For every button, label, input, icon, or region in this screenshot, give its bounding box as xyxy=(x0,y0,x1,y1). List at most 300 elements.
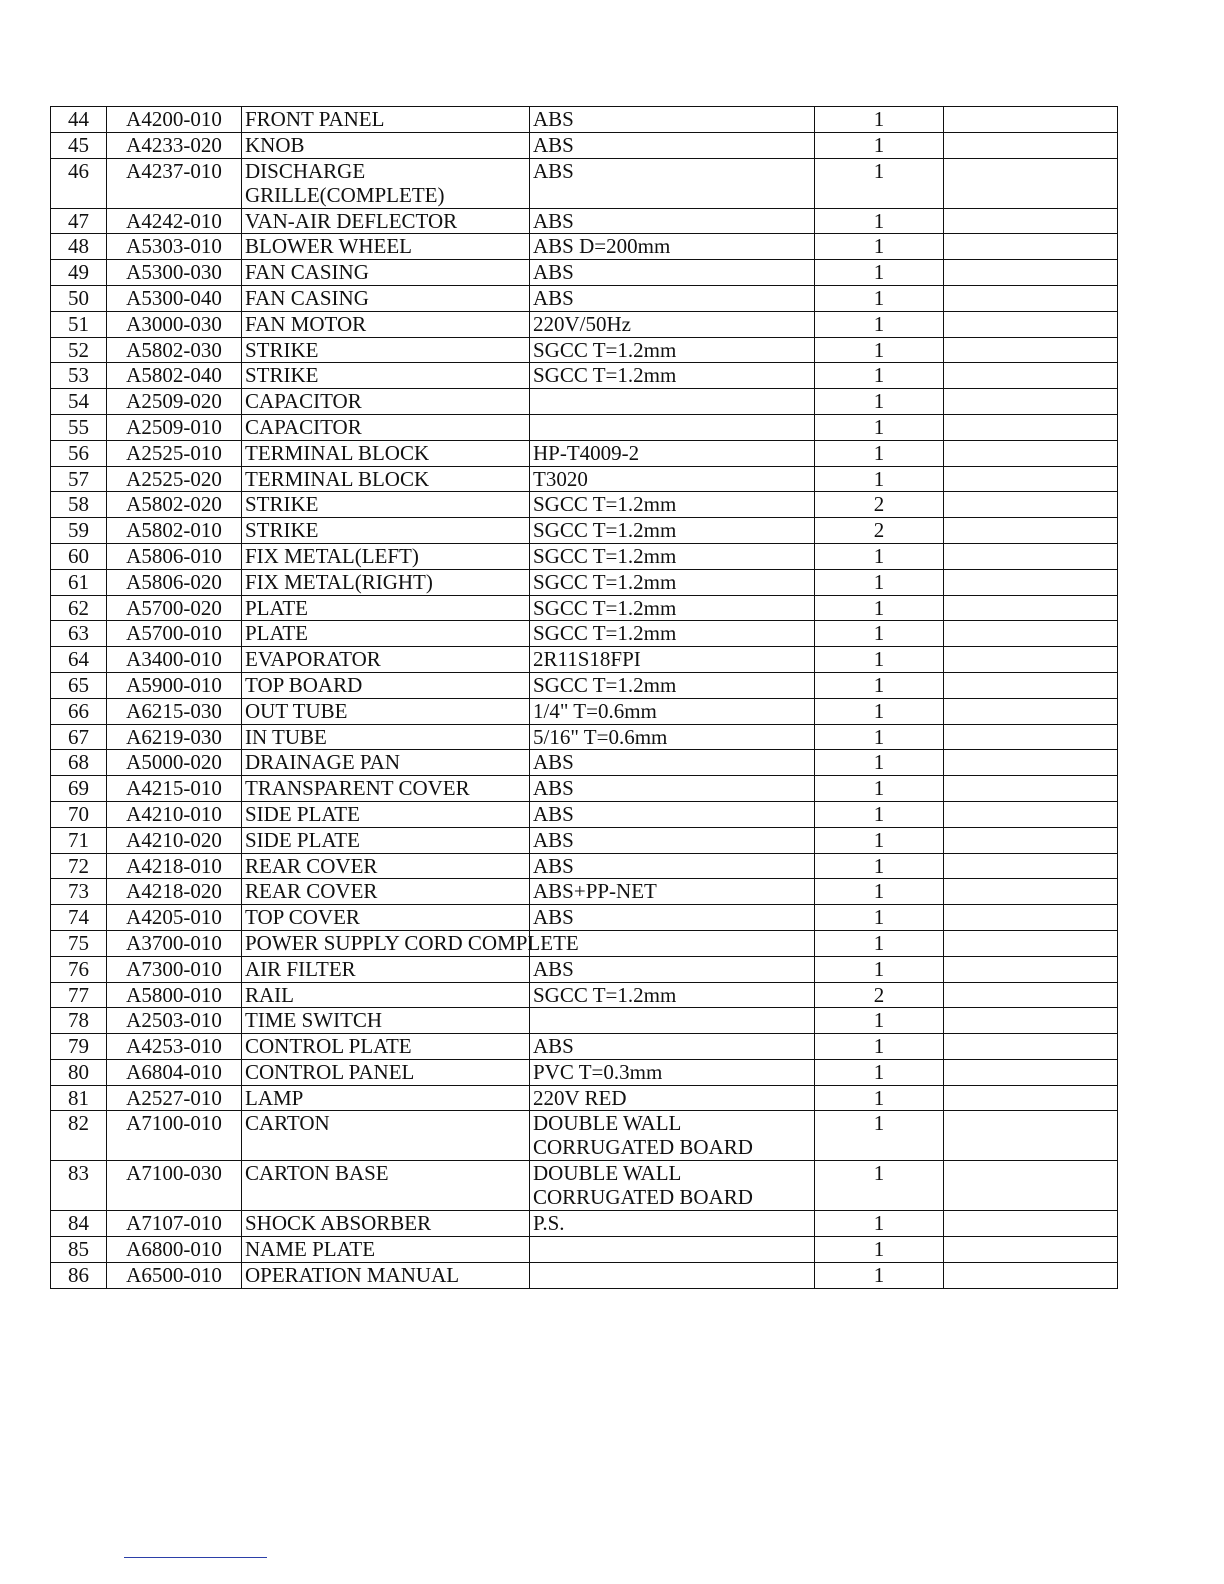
cell-item-number: 70 xyxy=(51,801,107,827)
table-row xyxy=(51,492,1118,518)
cell-part-code: A3400-010 xyxy=(107,647,242,673)
cell-part-name: CAPACITOR xyxy=(242,414,530,440)
cell-quantity: 1 xyxy=(815,311,944,337)
cell-remark xyxy=(944,440,1118,466)
cell-part-code: A4218-010 xyxy=(107,853,242,879)
cell-item-number: 74 xyxy=(51,905,107,931)
cell-remark xyxy=(944,698,1118,724)
cell-quantity: 1 xyxy=(815,801,944,827)
table-row xyxy=(51,1237,1118,1263)
cell-part-name: STRIKE xyxy=(242,518,530,544)
cell-item-number: 45 xyxy=(51,132,107,158)
cell-quantity: 1 xyxy=(815,1161,944,1211)
cell-item-number: 59 xyxy=(51,518,107,544)
cell-part-name: EVAPORATOR xyxy=(242,647,530,673)
cell-item-number: 84 xyxy=(51,1211,107,1237)
cell-material: 1/4" T=0.6mm xyxy=(530,698,815,724)
table-row xyxy=(51,827,1118,853)
cell-item-number: 82 xyxy=(51,1111,107,1161)
cell-part-name: FIX METAL(LEFT) xyxy=(242,543,530,569)
cell-quantity: 1 xyxy=(815,595,944,621)
table-row xyxy=(51,698,1118,724)
cell-part-name: CAPACITOR xyxy=(242,389,530,415)
cell-part-name: IN TUBE xyxy=(242,724,530,750)
cell-material: ABS xyxy=(530,956,815,982)
cell-part-code: A4233-020 xyxy=(107,132,242,158)
table-row xyxy=(51,543,1118,569)
cell-quantity: 1 xyxy=(815,724,944,750)
cell-part-code: A2525-010 xyxy=(107,440,242,466)
table-row xyxy=(51,1161,1118,1211)
cell-part-code: A6804-010 xyxy=(107,1059,242,1085)
cell-remark xyxy=(944,518,1118,544)
table-row xyxy=(51,853,1118,879)
cell-part-code: A5806-020 xyxy=(107,569,242,595)
cell-part-name: STRIKE xyxy=(242,337,530,363)
cell-quantity: 1 xyxy=(815,569,944,595)
table-row xyxy=(51,337,1118,363)
cell-quantity: 1 xyxy=(815,1008,944,1034)
cell-remark xyxy=(944,827,1118,853)
cell-part-name: CARTON xyxy=(242,1111,530,1161)
cell-quantity: 1 xyxy=(815,132,944,158)
cell-material: ABS xyxy=(530,158,815,208)
cell-quantity: 1 xyxy=(815,337,944,363)
cell-material: SGCC T=1.2mm xyxy=(530,569,815,595)
cell-part-name: REAR COVER xyxy=(242,879,530,905)
cell-material: SGCC T=1.2mm xyxy=(530,337,815,363)
table-row xyxy=(51,750,1118,776)
table-row xyxy=(51,647,1118,673)
cell-item-number: 85 xyxy=(51,1237,107,1263)
cell-remark xyxy=(944,234,1118,260)
table-row xyxy=(51,776,1118,802)
cell-quantity: 1 xyxy=(815,363,944,389)
cell-quantity: 1 xyxy=(815,905,944,931)
cell-part-name: SHOCK ABSORBER xyxy=(242,1211,530,1237)
cell-part-code: A5800-010 xyxy=(107,982,242,1008)
cell-part-name: OPERATION MANUAL xyxy=(242,1263,530,1289)
table-row xyxy=(51,285,1118,311)
cell-part-name: TOP COVER xyxy=(242,905,530,931)
cell-quantity: 1 xyxy=(815,466,944,492)
cell-part-code: A7100-010 xyxy=(107,1111,242,1161)
table-row xyxy=(51,1059,1118,1085)
cell-material: ABS xyxy=(530,853,815,879)
cell-item-number: 68 xyxy=(51,750,107,776)
cell-item-number: 52 xyxy=(51,337,107,363)
cell-part-name: PLATE xyxy=(242,621,530,647)
cell-material: SGCC T=1.2mm xyxy=(530,543,815,569)
cell-item-number: 69 xyxy=(51,776,107,802)
cell-material xyxy=(530,1237,815,1263)
cell-item-number: 44 xyxy=(51,107,107,133)
cell-material: SGCC T=1.2mm xyxy=(530,621,815,647)
cell-quantity: 1 xyxy=(815,440,944,466)
cell-material: ABS xyxy=(530,801,815,827)
cell-material: ABS xyxy=(530,260,815,286)
cell-part-code: A2525-020 xyxy=(107,466,242,492)
cell-part-code: A5802-010 xyxy=(107,518,242,544)
cell-item-number: 86 xyxy=(51,1263,107,1289)
cell-part-code: A3000-030 xyxy=(107,311,242,337)
cell-quantity: 1 xyxy=(815,208,944,234)
cell-remark xyxy=(944,492,1118,518)
cell-item-number: 60 xyxy=(51,543,107,569)
cell-part-name: FRONT PANEL xyxy=(242,107,530,133)
cell-material: ABS xyxy=(530,107,815,133)
cell-item-number: 46 xyxy=(51,158,107,208)
table-row xyxy=(51,414,1118,440)
cell-remark xyxy=(944,930,1118,956)
cell-part-code: A5806-010 xyxy=(107,543,242,569)
parts-list-table xyxy=(50,106,1118,1289)
cell-material: ABS xyxy=(530,1034,815,1060)
parts-table-body xyxy=(51,107,1118,1289)
table-row xyxy=(51,569,1118,595)
cell-material xyxy=(530,389,815,415)
cell-remark xyxy=(944,1237,1118,1263)
cell-part-name: DRAINAGE PAN xyxy=(242,750,530,776)
cell-quantity: 1 xyxy=(815,1237,944,1263)
cell-quantity: 1 xyxy=(815,1263,944,1289)
cell-part-name: TERMINAL BLOCK xyxy=(242,466,530,492)
cell-item-number: 64 xyxy=(51,647,107,673)
table-row xyxy=(51,311,1118,337)
table-row xyxy=(51,440,1118,466)
cell-material: ABS+PP-NET xyxy=(530,879,815,905)
table-row xyxy=(51,905,1118,931)
cell-material: 5/16" T=0.6mm xyxy=(530,724,815,750)
cell-part-code: A5000-020 xyxy=(107,750,242,776)
cell-part-name: FAN CASING xyxy=(242,260,530,286)
cell-part-code: A6800-010 xyxy=(107,1237,242,1263)
cell-quantity: 2 xyxy=(815,492,944,518)
cell-part-name: NAME PLATE xyxy=(242,1237,530,1263)
cell-material: ABS xyxy=(530,905,815,931)
cell-remark xyxy=(944,414,1118,440)
cell-remark xyxy=(944,956,1118,982)
table-row xyxy=(51,879,1118,905)
cell-remark xyxy=(944,853,1118,879)
cell-item-number: 67 xyxy=(51,724,107,750)
cell-part-name: STRIKE xyxy=(242,363,530,389)
cell-part-name: VAN-AIR DEFLECTOR xyxy=(242,208,530,234)
table-row xyxy=(51,1085,1118,1111)
cell-part-code: A2509-020 xyxy=(107,389,242,415)
cell-material: 220V/50Hz xyxy=(530,311,815,337)
cell-part-code: A4205-010 xyxy=(107,905,242,931)
cell-part-name: TERMINAL BLOCK xyxy=(242,440,530,466)
cell-quantity: 1 xyxy=(815,672,944,698)
cell-remark xyxy=(944,389,1118,415)
cell-material: SGCC T=1.2mm xyxy=(530,492,815,518)
cell-material: ABS xyxy=(530,827,815,853)
cell-remark xyxy=(944,543,1118,569)
cell-part-name: CONTROL PANEL xyxy=(242,1059,530,1085)
cell-quantity: 1 xyxy=(815,414,944,440)
cell-part-name: FAN MOTOR xyxy=(242,311,530,337)
cell-item-number: 58 xyxy=(51,492,107,518)
cell-part-name: PLATE xyxy=(242,595,530,621)
cell-material: DOUBLE WALL CORRUGATED BOARD xyxy=(530,1161,815,1211)
cell-remark xyxy=(944,1263,1118,1289)
cell-part-code: A6215-030 xyxy=(107,698,242,724)
cell-item-number: 62 xyxy=(51,595,107,621)
cell-part-code: A2503-010 xyxy=(107,1008,242,1034)
cell-remark xyxy=(944,158,1118,208)
cell-material: ABS xyxy=(530,750,815,776)
cell-remark xyxy=(944,466,1118,492)
cell-remark xyxy=(944,1034,1118,1060)
cell-part-code: A5300-040 xyxy=(107,285,242,311)
cell-part-code: A4215-010 xyxy=(107,776,242,802)
cell-material xyxy=(530,1008,815,1034)
cell-quantity: 1 xyxy=(815,285,944,311)
cell-material: HP-T4009-2 xyxy=(530,440,815,466)
table-row xyxy=(51,956,1118,982)
cell-part-code: A5900-010 xyxy=(107,672,242,698)
cell-remark xyxy=(944,1085,1118,1111)
table-row xyxy=(51,208,1118,234)
cell-part-code: A5303-010 xyxy=(107,234,242,260)
cell-part-code: A7100-030 xyxy=(107,1161,242,1211)
cell-part-code: A2527-010 xyxy=(107,1085,242,1111)
cell-item-number: 71 xyxy=(51,827,107,853)
cell-part-name: FAN CASING xyxy=(242,285,530,311)
cell-part-name: OUT TUBE xyxy=(242,698,530,724)
cell-part-name: SIDE PLATE xyxy=(242,801,530,827)
cell-part-name: BLOWER WHEEL xyxy=(242,234,530,260)
cell-material: T3020 xyxy=(530,466,815,492)
table-row xyxy=(51,672,1118,698)
cell-remark xyxy=(944,107,1118,133)
cell-material: 2R11S18FPI xyxy=(530,647,815,673)
cell-item-number: 81 xyxy=(51,1085,107,1111)
cell-item-number: 61 xyxy=(51,569,107,595)
table-row xyxy=(51,107,1118,133)
cell-quantity: 1 xyxy=(815,234,944,260)
cell-remark xyxy=(944,311,1118,337)
cell-item-number: 72 xyxy=(51,853,107,879)
cell-item-number: 73 xyxy=(51,879,107,905)
cell-item-number: 57 xyxy=(51,466,107,492)
cell-part-code: A5700-020 xyxy=(107,595,242,621)
table-row xyxy=(51,260,1118,286)
table-row xyxy=(51,621,1118,647)
table-row xyxy=(51,724,1118,750)
cell-item-number: 83 xyxy=(51,1161,107,1211)
cell-material: SGCC T=1.2mm xyxy=(530,595,815,621)
cell-quantity: 1 xyxy=(815,158,944,208)
cell-quantity: 1 xyxy=(815,1059,944,1085)
cell-part-name: STRIKE xyxy=(242,492,530,518)
cell-quantity: 1 xyxy=(815,750,944,776)
cell-remark xyxy=(944,672,1118,698)
cell-part-name: TIME SWITCH xyxy=(242,1008,530,1034)
cell-item-number: 47 xyxy=(51,208,107,234)
cell-material: SGCC T=1.2mm xyxy=(530,982,815,1008)
cell-part-code: A6219-030 xyxy=(107,724,242,750)
cell-remark xyxy=(944,363,1118,389)
cell-quantity: 1 xyxy=(815,389,944,415)
cell-part-name: DISCHARGE GRILLE(COMPLETE) xyxy=(242,158,530,208)
cell-item-number: 75 xyxy=(51,930,107,956)
cell-part-code: A7300-010 xyxy=(107,956,242,982)
cell-part-name: TRANSPARENT COVER xyxy=(242,776,530,802)
cell-remark xyxy=(944,724,1118,750)
table-row xyxy=(51,234,1118,260)
footer-rule xyxy=(124,1557,267,1558)
cell-remark xyxy=(944,647,1118,673)
cell-remark xyxy=(944,569,1118,595)
cell-part-name: KNOB xyxy=(242,132,530,158)
cell-remark xyxy=(944,337,1118,363)
cell-material xyxy=(530,414,815,440)
table-row xyxy=(51,1263,1118,1289)
table-row xyxy=(51,132,1118,158)
cell-remark xyxy=(944,982,1118,1008)
cell-item-number: 55 xyxy=(51,414,107,440)
cell-quantity: 2 xyxy=(815,982,944,1008)
cell-part-code: A4242-010 xyxy=(107,208,242,234)
table-row xyxy=(51,982,1118,1008)
cell-remark xyxy=(944,132,1118,158)
cell-part-code: A5802-020 xyxy=(107,492,242,518)
cell-material: SGCC T=1.2mm xyxy=(530,672,815,698)
cell-part-name: RAIL xyxy=(242,982,530,1008)
cell-part-code: A4237-010 xyxy=(107,158,242,208)
cell-part-code: A4210-010 xyxy=(107,801,242,827)
cell-material: P.S. xyxy=(530,1211,815,1237)
cell-remark xyxy=(944,879,1118,905)
cell-part-name: AIR FILTER xyxy=(242,956,530,982)
cell-remark xyxy=(944,776,1118,802)
cell-material: ABS xyxy=(530,132,815,158)
table-row xyxy=(51,363,1118,389)
cell-remark xyxy=(944,208,1118,234)
cell-material xyxy=(530,1263,815,1289)
cell-material: ABS xyxy=(530,208,815,234)
table-row xyxy=(51,595,1118,621)
table-row xyxy=(51,389,1118,415)
cell-remark xyxy=(944,1008,1118,1034)
cell-item-number: 56 xyxy=(51,440,107,466)
cell-part-name: TOP BOARD xyxy=(242,672,530,698)
cell-part-name: REAR COVER xyxy=(242,853,530,879)
cell-part-code: A5300-030 xyxy=(107,260,242,286)
cell-item-number: 63 xyxy=(51,621,107,647)
table-row xyxy=(51,801,1118,827)
cell-remark xyxy=(944,1111,1118,1161)
table-row xyxy=(51,518,1118,544)
cell-quantity: 1 xyxy=(815,1211,944,1237)
cell-material: DOUBLE WALL CORRUGATED BOARD xyxy=(530,1111,815,1161)
cell-material: SGCC T=1.2mm xyxy=(530,518,815,544)
cell-part-code: A3700-010 xyxy=(107,930,242,956)
cell-item-number: 51 xyxy=(51,311,107,337)
cell-part-name: SIDE PLATE xyxy=(242,827,530,853)
cell-quantity: 2 xyxy=(815,518,944,544)
cell-item-number: 48 xyxy=(51,234,107,260)
cell-part-name: FIX METAL(RIGHT) xyxy=(242,569,530,595)
cell-material: ABS xyxy=(530,776,815,802)
cell-part-code: A4253-010 xyxy=(107,1034,242,1060)
cell-part-name: LAMP xyxy=(242,1085,530,1111)
cell-quantity: 1 xyxy=(815,543,944,569)
cell-material: SGCC T=1.2mm xyxy=(530,363,815,389)
cell-material: ABS xyxy=(530,285,815,311)
cell-item-number: 66 xyxy=(51,698,107,724)
cell-remark xyxy=(944,801,1118,827)
cell-quantity: 1 xyxy=(815,621,944,647)
cell-quantity: 1 xyxy=(815,827,944,853)
cell-quantity: 1 xyxy=(815,776,944,802)
table-row xyxy=(51,1111,1118,1161)
cell-part-name: CONTROL PLATE xyxy=(242,1034,530,1060)
cell-part-code: A6500-010 xyxy=(107,1263,242,1289)
cell-item-number: 49 xyxy=(51,260,107,286)
cell-remark xyxy=(944,285,1118,311)
cell-part-code: A5700-010 xyxy=(107,621,242,647)
cell-part-code: A7107-010 xyxy=(107,1211,242,1237)
cell-quantity: 1 xyxy=(815,647,944,673)
cell-item-number: 54 xyxy=(51,389,107,415)
cell-item-number: 76 xyxy=(51,956,107,982)
cell-part-code: A4200-010 xyxy=(107,107,242,133)
cell-quantity: 1 xyxy=(815,956,944,982)
table-row xyxy=(51,1034,1118,1060)
cell-material: PVC T=0.3mm xyxy=(530,1059,815,1085)
cell-part-code: A5802-040 xyxy=(107,363,242,389)
cell-remark xyxy=(944,1059,1118,1085)
cell-item-number: 79 xyxy=(51,1034,107,1060)
cell-remark xyxy=(944,1211,1118,1237)
cell-part-code: A4210-020 xyxy=(107,827,242,853)
cell-part-name: CARTON BASE xyxy=(242,1161,530,1211)
cell-quantity: 1 xyxy=(815,260,944,286)
cell-remark xyxy=(944,905,1118,931)
cell-quantity: 1 xyxy=(815,879,944,905)
cell-material: ABS D=200mm xyxy=(530,234,815,260)
table-row xyxy=(51,158,1118,208)
cell-remark xyxy=(944,260,1118,286)
cell-item-number: 77 xyxy=(51,982,107,1008)
cell-item-number: 65 xyxy=(51,672,107,698)
cell-remark xyxy=(944,595,1118,621)
cell-item-number: 53 xyxy=(51,363,107,389)
cell-item-number: 80 xyxy=(51,1059,107,1085)
cell-remark xyxy=(944,621,1118,647)
cell-quantity: 1 xyxy=(815,1111,944,1161)
cell-quantity: 1 xyxy=(815,853,944,879)
table-row xyxy=(51,930,1118,956)
cell-quantity: 1 xyxy=(815,1034,944,1060)
cell-item-number: 50 xyxy=(51,285,107,311)
cell-part-code: A5802-030 xyxy=(107,337,242,363)
table-row xyxy=(51,1008,1118,1034)
cell-item-number: 78 xyxy=(51,1008,107,1034)
table-row xyxy=(51,1211,1118,1237)
cell-remark xyxy=(944,1161,1118,1211)
cell-remark xyxy=(944,750,1118,776)
cell-quantity: 1 xyxy=(815,930,944,956)
cell-part-code: A4218-020 xyxy=(107,879,242,905)
table-row xyxy=(51,466,1118,492)
cell-quantity: 1 xyxy=(815,698,944,724)
cell-part-code: A2509-010 xyxy=(107,414,242,440)
cell-part-name: POWER SUPPLY CORD COMPLETE xyxy=(242,930,530,956)
